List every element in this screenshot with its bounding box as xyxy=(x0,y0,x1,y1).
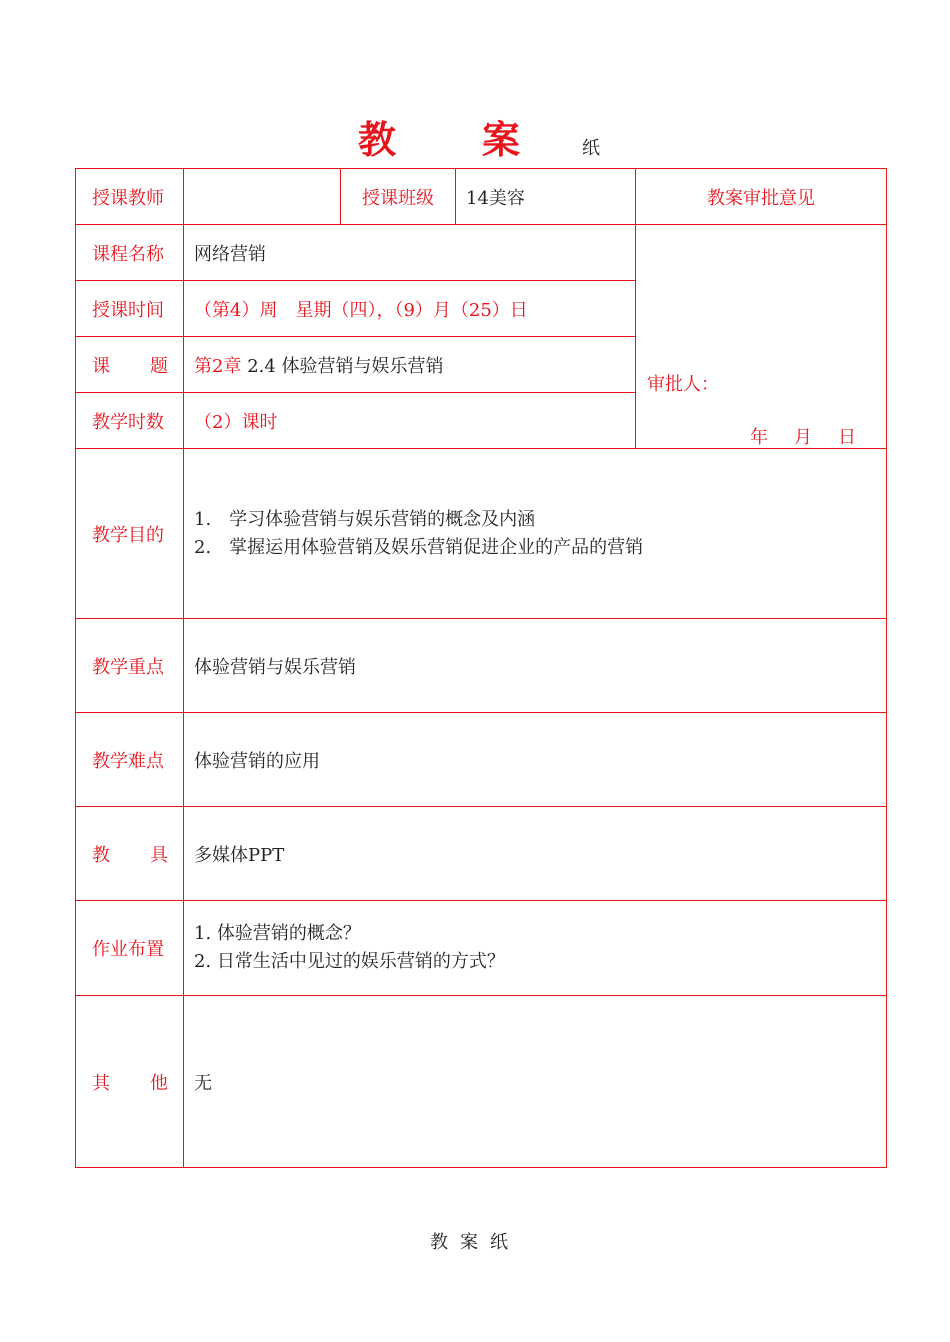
header-row xyxy=(76,169,887,225)
topic-chapter: 第2章 xyxy=(194,355,242,377)
key-points-value: 体验营销与娱乐营销 xyxy=(184,619,887,713)
topic-title: 2.4 体验营销与娱乐营销 xyxy=(247,355,444,377)
objectives-label: 教学目的 xyxy=(76,449,184,619)
approval-day: 日 xyxy=(838,427,856,448)
difficulties-row xyxy=(76,713,887,807)
time-label: 授课时间 xyxy=(76,281,184,337)
page-footer: 教案纸 xyxy=(430,1232,520,1253)
objectives-row xyxy=(76,449,887,619)
topic-label-a: 课 xyxy=(92,355,110,377)
homework-row xyxy=(76,901,887,996)
other-value: 无 xyxy=(184,996,887,1168)
teacher-label: 授课教师 xyxy=(76,169,184,225)
objectives-value xyxy=(184,449,887,619)
tools-label xyxy=(76,807,184,901)
approval-date xyxy=(750,423,856,449)
difficulties-value: 体验营销的应用 xyxy=(184,713,887,807)
homework-value xyxy=(184,901,887,996)
other-label xyxy=(76,996,184,1168)
time-value: （第4）周 星期（四），（9）月（25）日 xyxy=(184,281,636,337)
homework-item-2: 2. 日常生活中见过的娱乐营销的方式？ xyxy=(194,951,505,972)
class-label: 授课班级 xyxy=(341,169,456,225)
tools-label-a: 教 xyxy=(92,844,110,866)
teacher-value xyxy=(184,169,341,225)
key-points-label: 教学重点 xyxy=(76,619,184,713)
title-suffix: 纸 xyxy=(582,138,600,159)
topic-label-b: 题 xyxy=(150,355,168,377)
hours-label: 教学时数 xyxy=(76,393,184,449)
document-title xyxy=(0,112,950,168)
homework-label: 作业布置 xyxy=(76,901,184,996)
difficulties-label: 教学难点 xyxy=(76,713,184,807)
course-value: 网络营销 xyxy=(184,225,636,281)
key-points-row xyxy=(76,619,887,713)
approval-month: 月 xyxy=(794,427,812,448)
approval-cell xyxy=(636,225,887,449)
approver-label: 审批人： xyxy=(647,374,719,395)
class-value: 14美容 xyxy=(456,169,636,225)
approval-header: 教案审批意见 xyxy=(636,169,887,225)
tools-label-b: 具 xyxy=(150,844,168,866)
tools-value: 多媒体PPT xyxy=(184,807,887,901)
other-row xyxy=(76,996,887,1168)
homework-item-1: 1. 体验营销的概念？ xyxy=(194,923,361,944)
approval-year: 年 xyxy=(750,427,768,448)
tools-row xyxy=(76,807,887,901)
lesson-plan-table xyxy=(75,168,887,1168)
title-char-1: 教 xyxy=(358,117,397,162)
other-label-b: 他 xyxy=(150,1072,168,1094)
course-row xyxy=(76,225,887,281)
title-char-2: 案 xyxy=(482,117,521,162)
hours-value: （2）课时 xyxy=(184,393,636,449)
objective-item-1: 1. 学习体验营销与娱乐营销的概念及内涵 xyxy=(194,508,536,530)
topic-value xyxy=(184,337,636,393)
topic-label xyxy=(76,337,184,393)
objective-item-2: 2. 掌握运用体验营销及娱乐营销促进企业的产品的营销 xyxy=(194,536,644,558)
other-label-a: 其 xyxy=(92,1072,110,1094)
course-label: 课程名称 xyxy=(76,225,184,281)
